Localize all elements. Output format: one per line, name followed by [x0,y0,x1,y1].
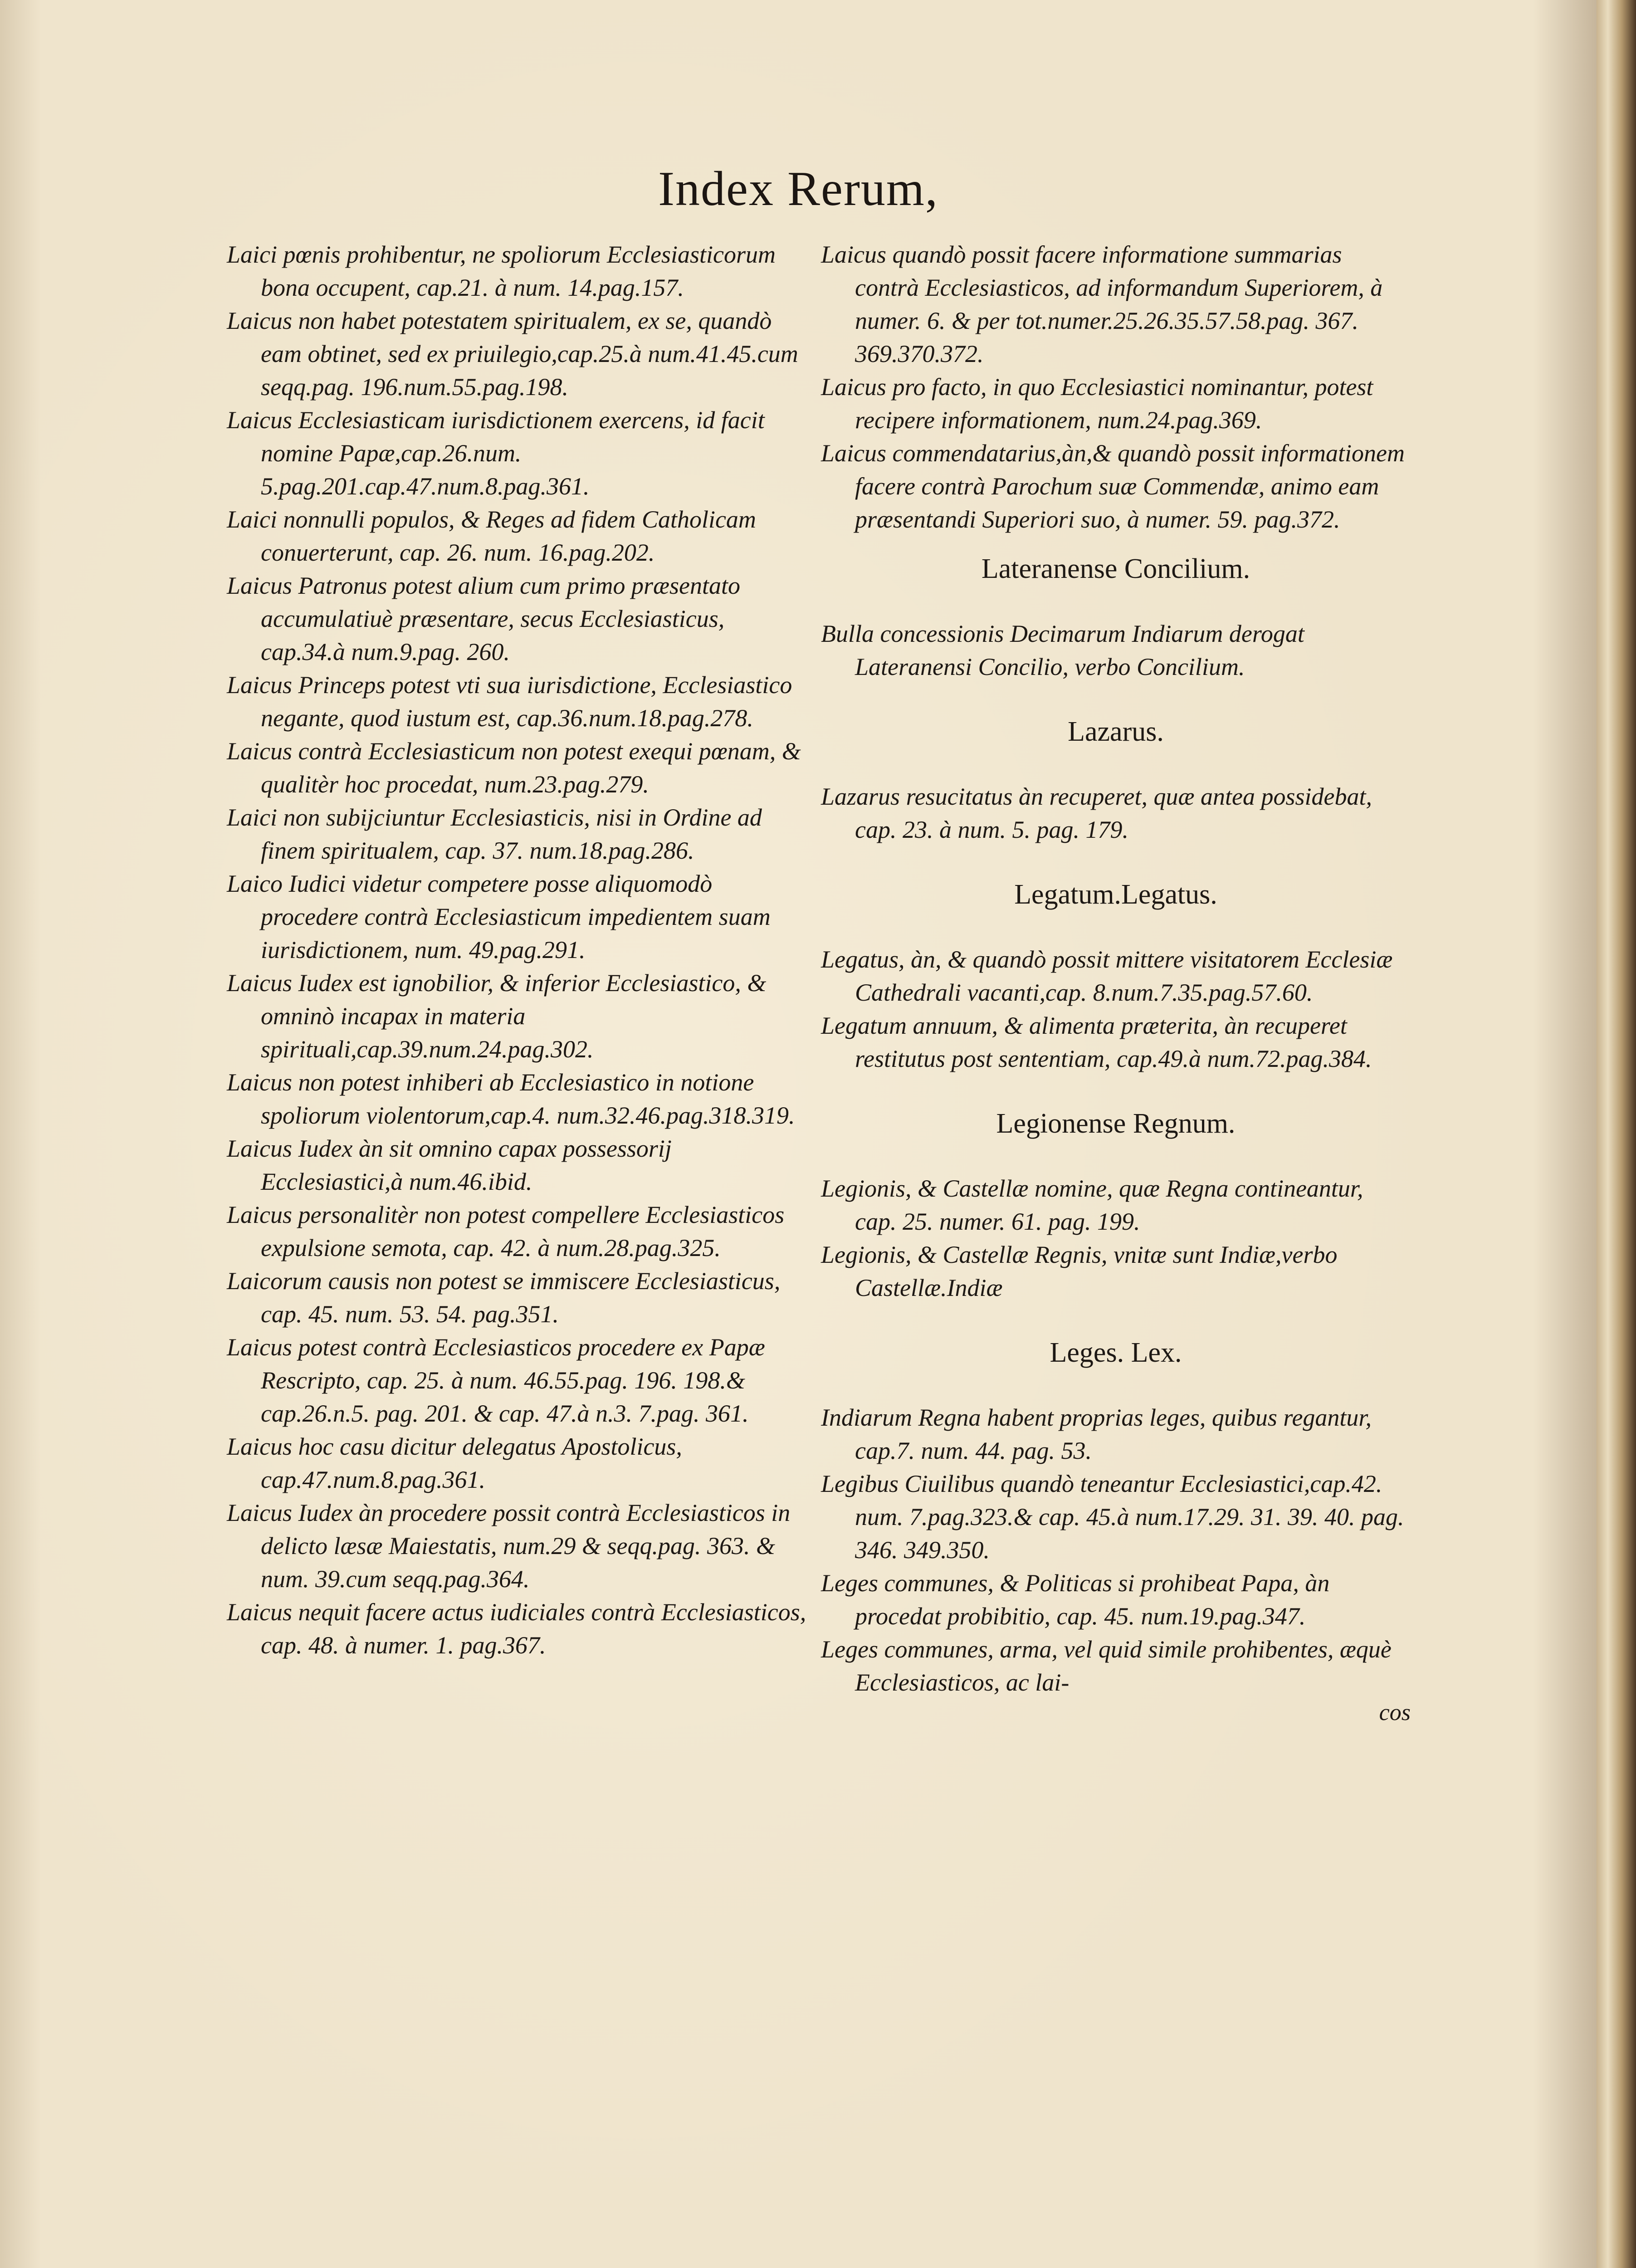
index-entry: Laicus pro facto, in quo Ecclesiastici nominantur, potest recipere informationem, num.24.pag.369. [821,373,1373,434]
index-entry: Laicus Princeps potest vti sua iurisdictione, Ecclesiastico negante, quod iustum est, cap.36.num.18.pag.278. [227,671,792,732]
section-heading-leges: Leges. Lex. [1050,1337,1182,1368]
index-entry: Leges communes, & Politicas si prohibeat Papa, àn procedat probibitio, cap. 45. num.19.pag.347. [821,1569,1330,1630]
index-entry: Indiarum Regna habent proprias leges, quibus regantur, cap.7. num. 44. pag. 53. [821,1404,1372,1464]
index-entry: Laici pœnis prohibentur, ne spoliorum Ecclesiasticorum bona occupent, cap.21. à num. 14.pag.157. [227,241,776,301]
index-entry: Legatum annuum, & alimenta præterita, àn recuperet restitutus post sententiam, cap.49.à num.72.pag.384. [821,1012,1372,1072]
index-entry: Legibus Ciuilibus quandò teneantur Ecclesiastici,cap.42. num. 7.pag.323.& cap. 45.à num.17.29. 31. 39. 40. pag. 346. 349.350. [821,1470,1404,1564]
index-entry: Laicus commendatarius,àn,& quandò possit informationem facere contrà Parochum suæ Commendæ, animo eam præsentandi Superiori suo, à numer. 59. pag.372. [821,440,1405,533]
index-entry: Laicus nequit facere actus iudiciales contrà Ecclesiasticos, cap. 48. à numer. 1. pag.367. [227,1598,806,1659]
index-entry: Lazarus resucitatus àn recuperet, quæ antea possidebat, cap. 23. à num. 5. pag. 179. [821,783,1372,843]
page-title: Index Rerum, [658,162,938,216]
index-entry: Legionis, & Castellæ nomine, quæ Regna contineantur, cap. 25. numer. 61. pag. 199. [821,1175,1363,1235]
catchword: cos [1379,1700,1411,1725]
index-entry: Leges communes, arma, vel quid simile prohibentes, æquè Ecclesiasticos, ac lai- [821,1636,1392,1696]
index-entry: Laicus Ecclesiasticam iurisdictionem exercens, id facit nomine Papæ,cap.26.num. 5.pag.201.cap.47.num.8.pag.361. [227,406,765,500]
index-entry: Laicorum causis non potest se immiscere Ecclesiasticus, cap. 45. num. 53. 54. pag.351. [227,1267,781,1328]
section-heading-legatum: Legatum.Legatus. [1014,879,1217,910]
index-entry: Laicus Iudex est ignobilior, & inferior Ecclesiastico, & omninò incapax in materia spirituali,cap.39.num.24.pag.302. [227,969,767,1063]
index-entry: Laico Iudici videtur competere posse aliquomodò procedere contrà Ecclesiasticum impedientem suam iurisdictionem, num. 49.pag.291. [227,870,771,963]
section-heading-lateranense: Lateranense Concilium. [981,553,1250,584]
index-entry: Laici nonnulli populos, & Reges ad fidem Catholicam conuerterunt, cap. 26. num. 16.pag.202. [227,506,756,566]
index-entry: Laicus non potest inhiberi ab Ecclesiastico in notione spoliorum violentorum,cap.4. num.32.46.pag.318.319. [227,1069,795,1129]
index-entry: Laicus potest contrà Ecclesiasticos procedere ex Papæ Rescripto, cap. 25. à num. 46.55.pag. 196. 198.& cap.26.n.5. pag. 201. & cap. 47.à n.3. 7.pag. 361. [227,1334,765,1427]
right-column [821,238,1411,1726]
index-entry: Laicus Iudex àn sit omnino capax possessorij Ecclesiastici,à num.46.ibid. [227,1135,672,1195]
index-entry: Legatus, àn, & quandò possit mittere visitatorem Ecclesiæ Cathedrali vacanti,cap. 8.num.7.35.pag.57.60. [821,946,1393,1006]
index-entry: Laicus contrà Ecclesiasticum non potest exequi pœnam, & qualitèr hoc procedat, num.23.pag.279. [227,738,801,798]
index-entry: Laicus quandò possit facere informatione summarias contrà Ecclesiasticos, ad informandum Superiorem, à numer. 6. & per tot.numer.25.26.35.57.58.pag. 367. 369.370.372. [821,241,1383,367]
index-entry: Laici non subijciuntur Ecclesiasticis, nisi in Ordine ad finem spiritualem, cap. 37. num.18.pag.286. [227,804,762,864]
page-edge [1597,0,1636,2268]
index-entry: Laicus hoc casu dicitur delegatus Apostolicus, cap.47.num.8.pag.361. [227,1433,682,1493]
left-column [227,238,812,1662]
section-heading-lazarus: Lazarus. [1068,716,1164,747]
index-entry: Laicus personalitèr non potest compellere Ecclesiasticos expulsione semota, cap. 42. à num.28.pag.325. [227,1201,785,1261]
index-entry: Bulla concessionis Decimarum Indiarum derogat Lateranensi Concilio, verbo Concilium. [821,620,1304,680]
index-entry: Laicus Patronus potest alium cum primo præsentato accumulatiuè præsentare, secus Ecclesiasticus, cap.34.à num.9.pag. 260. [227,572,741,665]
index-entry: Legionis, & Castellæ Regnis, vnitæ sunt Indiæ,verbo Castellæ.Indiæ [821,1241,1338,1301]
index-entry: Laicus non habet potestatem spiritualem, ex se, quandò eam obtinet, sed ex priuilegio,cap.25.à num.41.45.cum seqq.pag. 196.num.55.pag.198. [227,307,798,401]
index-entry: Laicus Iudex àn procedere possit contrà Ecclesiasticos in delicto læsæ Maiestatis, num.29 & seqq.pag. 363. & num. 39.cum seqq.pag.364. [227,1499,791,1593]
section-heading-legionense: Legionense Regnum. [996,1108,1236,1139]
